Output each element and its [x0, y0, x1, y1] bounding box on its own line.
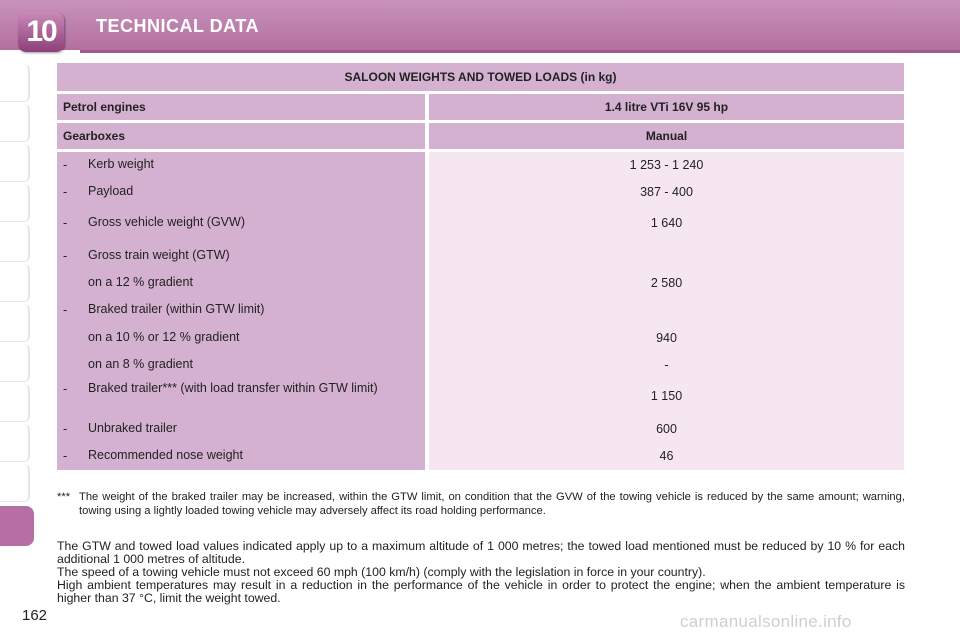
footnote: [57, 490, 905, 518]
row-value: 1 640: [650, 216, 683, 230]
chapter-tab[interactable]: [0, 64, 30, 102]
row-label: Recommended nose weight: [88, 448, 243, 462]
gearbox-label: Gearboxes: [57, 123, 425, 149]
chapter-badge: 10: [18, 12, 64, 52]
table-row: [57, 152, 904, 185]
gearbox-row: [57, 123, 904, 149]
row-dash: -: [63, 216, 68, 230]
row-value: 387 - 400: [640, 185, 693, 199]
row-dash: -: [63, 382, 68, 396]
row-value: 2 580: [650, 276, 683, 290]
engine-value: 1.4 litre VTi 16V 95 hp: [429, 94, 904, 120]
table-row: [57, 185, 904, 216]
row-label: Payload: [88, 184, 134, 198]
gearbox-value: Manual: [429, 123, 904, 149]
weights-table: [57, 63, 904, 470]
footnote-mark: ***: [57, 491, 71, 503]
row-value: 600: [656, 422, 677, 436]
row-dash: -: [63, 185, 68, 199]
row-value: -: [664, 358, 669, 372]
chapter-tab[interactable]: [0, 464, 30, 502]
table-row: [57, 422, 904, 449]
row-value: 1 150: [650, 389, 683, 403]
row-value: [429, 249, 904, 276]
row-dash: -: [63, 422, 68, 436]
header-divider: [80, 50, 960, 53]
row-value: 46: [659, 449, 674, 463]
note-line: High ambient temperatures may result in a reduction in the performance of the vehicle in order to protect the engine; when the ambient temperature is higher than 37 °C, limit the weight towed.: [57, 578, 905, 605]
table-row: [57, 216, 904, 249]
row-label: Gross train weight (GTW): [88, 248, 230, 262]
row-dash: -: [63, 158, 68, 172]
engine-row: [57, 94, 904, 120]
watermark: carmanualsonline.info: [680, 612, 852, 631]
row-label: Gross vehicle weight (GVW): [88, 215, 245, 229]
chapter-tab[interactable]: [0, 184, 30, 222]
engine-label: Petrol engines: [57, 94, 425, 120]
row-value: 1 253 - 1 240: [629, 158, 704, 172]
row-value: [429, 303, 904, 331]
row-dash: -: [63, 303, 68, 317]
row-label: Braked trailer (within GTW limit): [88, 302, 265, 316]
chapter-tab[interactable]: [0, 104, 30, 142]
table-title: SALOON WEIGHTS AND TOWED LOADS (in kg): [57, 63, 904, 91]
page-number: 162: [22, 607, 48, 624]
notes-paragraph: [57, 540, 905, 605]
table-row: [57, 449, 904, 473]
chapter-tab[interactable]: [0, 384, 30, 422]
note-line: The speed of a towing vehicle must not exceed 60 mph (100 km/h) (comply with the legislation in force in your country).: [57, 565, 706, 579]
table-row: [57, 331, 904, 358]
chapter-tabs: [0, 64, 34, 569]
row-label: Kerb weight: [88, 157, 155, 171]
note-line: The GTW and towed load values indicated apply up to a maximum altitude of 1 000 metres; the towed load mentioned must be reduced by 10 % for each additional 1 000 metres of altitude.: [57, 539, 905, 566]
chapter-tab[interactable]: [0, 304, 30, 342]
page-title: TECHNICAL DATA: [96, 16, 259, 36]
chapter-tab[interactable]: [0, 224, 30, 262]
chapter-tab[interactable]: [0, 264, 30, 302]
table-row: [57, 276, 904, 303]
table-row: [57, 382, 904, 422]
row-label: Unbraked trailer: [88, 421, 177, 435]
chapter-tab[interactable]: [0, 344, 30, 382]
row-dash: -: [63, 249, 68, 263]
row-dash: -: [63, 449, 68, 463]
table-body: [57, 152, 904, 470]
footnote-text: The weight of the braked trailer may be increased, within the GTW limit, on condition that the GVW of the towing vehicle is reduced by the same amount; warning, towing using a lightly loaded towing vehicle may adversely affect its road holding performance.: [79, 491, 905, 517]
row-label: on a 10 % or 12 % gradient: [88, 330, 240, 344]
chapter-tab[interactable]: [0, 144, 30, 182]
table-row: [57, 249, 904, 276]
row-label: Braked trailer*** (with load transfer within GTW limit): [88, 381, 378, 395]
row-value: 940: [656, 331, 677, 345]
chapter-tab-active[interactable]: [0, 506, 34, 546]
table-row: [57, 303, 904, 331]
row-label: on a 12 % gradient: [88, 275, 193, 289]
row-label: on an 8 % gradient: [88, 357, 193, 371]
table-row: [57, 358, 904, 382]
chapter-tab[interactable]: [0, 424, 30, 462]
